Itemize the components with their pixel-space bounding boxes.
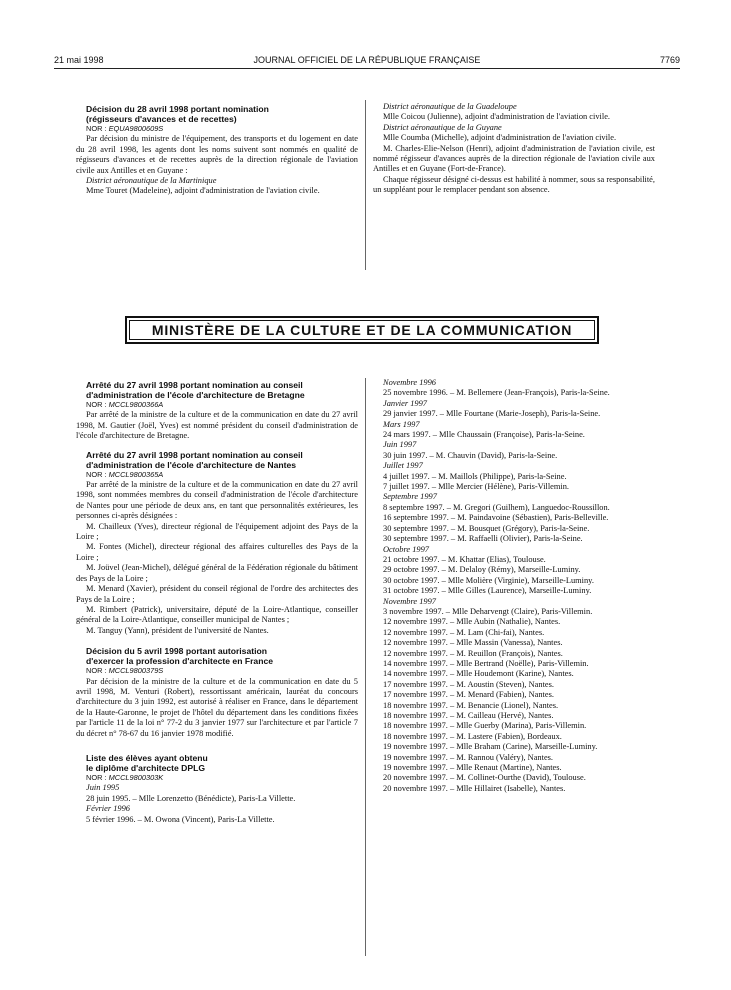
graduate-entry: 30 septembre 1997. – M. Raffaelli (Olivier), Paris-la-Seine. bbox=[383, 534, 583, 544]
arrete-nantes-title-1: Arrêté du 27 avril 1998 portant nomination au conseil bbox=[86, 449, 303, 460]
graduate-entry: 18 novembre 1997. – M. Lastere (Fabien), Bordeaux. bbox=[383, 731, 562, 741]
graduate-entry: 7 juillet 1997. – Mlle Mercier (Hélène), Paris-Villemin. bbox=[383, 482, 570, 492]
member-item: M. Menard (Xavier), président du conseil régional de l'ordre des architectes des Pays de la Loire ; bbox=[76, 584, 358, 604]
member-item: M. Tanguy (Yann), président de l'université de Nantes. bbox=[86, 625, 269, 635]
graduate-entry: 30 octobre 1997. – Mlle Molière (Virginie), Marseille-Luminy. bbox=[383, 575, 594, 585]
member-item: M. Rimbert (Patrick), universitaire, député de la Loire-Atlantique, conseiller général de la Loire-Atlantique, conseiller municipal de Nantes ; bbox=[76, 604, 358, 625]
arrete-nantes-paragraph: Par arrêté de la ministre de la culture et de la communication en date du 27 avril 1998, sont nommées membres du conseil d'administration de l'école d'architecture de Nantes pour une période de deux ans, en tant que personnalités extérieures, les personnes ci-après désignées : bbox=[76, 480, 358, 521]
martinique-paragraph: Mme Touret (Madeleine), adjoint d'administration de l'aviation civile. bbox=[86, 186, 320, 196]
graduate-entry: 24 mars 1997. – Mlle Chaussain (Françoise), Paris-la-Seine. bbox=[383, 430, 585, 440]
month-heading: Novembre 1997 bbox=[383, 596, 436, 606]
month-heading: Juin 1997 bbox=[383, 440, 417, 450]
graduate-entry: 12 novembre 1997. – M. Reuillon (François), Nantes. bbox=[383, 648, 563, 658]
graduate-entry: 12 novembre 1997. – M. Lam (Chi-fai), Nantes. bbox=[383, 627, 545, 637]
graduate-entry: 8 septembre 1997. – M. Gregori (Guilhem), Languedoc-Roussillon. bbox=[383, 502, 610, 512]
graduate-entry: 16 septembre 1997. – M. Paindavoine (Sébastien), Paris-Belleville. bbox=[383, 513, 609, 523]
graduate-entry: 3 novembre 1997. – Mlle Deharvengt (Claire), Paris-Villemin. bbox=[383, 606, 593, 616]
graduate-entry: 31 octobre 1997. – Mlle Gilles (Laurence), Marseille-Luminy. bbox=[383, 586, 592, 596]
month-heading: Novembre 1996 bbox=[383, 378, 436, 387]
district-martinique: District aéronautique de la Martinique bbox=[86, 176, 217, 186]
member-item: M. Chailleux (Yves), directeur régional de l'équipement adjoint des Pays de la Loire ; bbox=[76, 521, 358, 542]
graduate-entry: 20 novembre 1997. – Mlle Hillairet (Isabelle), Nantes. bbox=[383, 783, 566, 793]
graduate-entry: 12 novembre 1997. – Mlle Massin (Vanessa), Nantes. bbox=[383, 638, 563, 648]
graduate-entry: 25 novembre 1996. – M. Bellemere (Jean-François), Paris-la-Seine. bbox=[383, 388, 610, 398]
header-journal-title: JOURNAL OFFICIEL DE LA RÉPUBLIQUE FRANÇAISE bbox=[253, 55, 481, 65]
graduate-entry: 19 novembre 1997. – M. Rannou (Valéry), Nantes. bbox=[383, 752, 554, 762]
decision-venturi-title-2: d'exercer la profession d'architecte en France bbox=[86, 656, 274, 667]
graduate-entry: 17 novembre 1997. – M. Menard (Fabien), Nantes. bbox=[383, 690, 554, 700]
liste-dplg-title-2: le diplôme d'architecte DPLG bbox=[86, 762, 206, 773]
graduate-entry: 21 octobre 1997. – M. Khattar (Elias), Toulouse. bbox=[383, 554, 546, 564]
decision-paragraph: Par décision du ministre de l'équipement, des transports et du logement en date du 28 avril 1998, les agents dont les noms suivent sont nommés en qualité de régisseurs d'avances et de recettes auprès de la direction régionale de l'aviation civile aux Antilles et en Guyane : bbox=[76, 134, 358, 175]
arrete-bretagne-nor: NOR : MCCL9800366A bbox=[86, 400, 164, 409]
month-heading: Juillet 1997 bbox=[383, 461, 423, 471]
graduate-entry: 18 novembre 1997. – M. Benancie (Lionel), Nantes. bbox=[383, 700, 559, 710]
decision-venturi-paragraph: Par décision de la ministre de la culture et de la communication en date du 5 avril 1998, M. Venturi (Robert), ressortissant américain, lauréat du concours d'architecture du 3 juin 1992, est autorisé à réaliser en France, dans le département de la Haute-Garonne, le projet de l'hôtel du département dans les conditions fixées par l'article 11 de la loi n° 77-2 du 3 janvier 1977 sur l'architecture et par l'article 7 du décret n° 78-67 du 16 janvier 1978 modifié. bbox=[76, 676, 358, 738]
arrete-bretagne-paragraph: Par arrêté de la ministre de la culture et de la communication en date du 27 avril 1998, M. Gautier (Joël, Yves) est nommé président du conseil d'administration de l'école d'architecture de Bretagne. bbox=[76, 410, 358, 441]
column-divider-bottom bbox=[365, 378, 366, 956]
graduate-entry: 5 février 1996. – M. Owona (Vincent), Paris-La Villette. bbox=[86, 814, 275, 824]
graduate-entry: 19 novembre 1997. – Mlle Braham (Carine), Marseille-Luminy. bbox=[383, 742, 598, 752]
graduate-entry: 20 novembre 1997. – M. Collinet-Ourthe (David), Toulouse. bbox=[383, 773, 586, 783]
graduate-entry: 19 novembre 1997. – Mlle Renaut (Martine), Nantes. bbox=[383, 763, 562, 773]
culture-left-column bbox=[76, 380, 358, 825]
running-header bbox=[54, 55, 680, 69]
arrete-bretagne-title-2: d'administration de l'école d'architecture de Bretagne bbox=[86, 390, 305, 400]
graduate-entry: 28 juin 1995. – Mlle Lorenzetto (Bénédicte), Paris-La Villette. bbox=[86, 793, 296, 803]
member-item: M. Fontes (Michel), directeur régional des affaires culturelles des Pays de la Loire ; bbox=[76, 542, 358, 562]
decision-venturi-title-1: Décision du 5 avril 1998 portant autorisation bbox=[86, 646, 267, 657]
header-rule bbox=[54, 68, 680, 69]
month-heading: Janvier 1997 bbox=[383, 398, 427, 408]
district-guyane: District aéronautique de la Guyane bbox=[383, 122, 502, 132]
decision-title-line-1: Décision du 28 avril 1998 portant nomination bbox=[86, 104, 269, 114]
column-divider-top bbox=[365, 100, 366, 270]
guyane-paragraph-1: Mlle Coumba (Michelle), adjoint d'administration de l'aviation civile. bbox=[383, 133, 617, 143]
decision-regisseurs bbox=[76, 104, 358, 197]
graduate-entry: 12 novembre 1997. – Mlle Aubin (Nathalie), Nantes. bbox=[383, 617, 561, 627]
decision-nor: NOR : EQUA9800609S bbox=[86, 124, 164, 133]
graduate-entry: 30 septembre 1997. – M. Bousquet (Grégory), Paris-la-Seine. bbox=[383, 523, 590, 533]
decision-venturi-nor: NOR : MCCL9800379S bbox=[86, 666, 164, 676]
graduate-entry: 18 novembre 1997. – M. Cailleau (Hervé), Nantes. bbox=[383, 711, 554, 720]
ministry-banner: MINISTÈRE DE LA CULTURE ET DE LA COMMUNICATION bbox=[125, 316, 599, 344]
decision-regisseurs-continued bbox=[373, 102, 655, 196]
liste-dplg-nor: NOR : MCCL9800303K bbox=[86, 772, 164, 782]
month-heading: Mars 1997 bbox=[383, 419, 420, 429]
arrete-nantes-title-2: d'administration de l'école d'architecture de Nantes bbox=[86, 459, 297, 470]
month-heading: Septembre 1997 bbox=[383, 492, 437, 502]
month-heading: Octobre 1997 bbox=[383, 544, 429, 554]
header-page-number: 7769 bbox=[659, 55, 680, 65]
graduate-entry: 29 octobre 1997. – M. Delaloy (Rémy), Marseille-Luminy. bbox=[383, 565, 581, 575]
graduate-entry: 18 novembre 1997. – Mlle Guerby (Marina), Paris-Villemin. bbox=[383, 721, 587, 731]
decision-title-line-2: (régisseurs d'avances et de recettes) bbox=[86, 114, 237, 124]
graduate-entry: 14 novembre 1997. – Mlle Bertrand (Noëlle), Paris-Villemin. bbox=[383, 658, 589, 668]
month-heading: Juin 1995 bbox=[86, 783, 120, 793]
header-date: 21 mai 1998 bbox=[54, 55, 104, 65]
graduate-entry: 17 novembre 1997. – M. Aoustin (Steven), Nantes. bbox=[383, 679, 554, 689]
arrete-bretagne-title-1: Arrêté du 27 avril 1998 portant nomination au conseil bbox=[86, 380, 303, 390]
guadeloupe-paragraph: Mlle Coicou (Julienne), adjoint d'administration de l'aviation civile. bbox=[383, 112, 611, 122]
month-heading: Février 1996 bbox=[86, 804, 130, 814]
liste-dplg-title-1: Liste des élèves ayant obtenu bbox=[86, 752, 208, 763]
arrete-nantes-nor: NOR : MCCL9800365A bbox=[86, 469, 164, 479]
guyane-paragraph-2: M. Charles-Elie-Nelson (Henri), adjoint d'administration de l'aviation civile, est nommé régisseur d'avances auprès de la direction régionale de l'aviation civile aux Antilles et en Guyane (Fort-de-France). bbox=[373, 143, 655, 174]
graduate-entry: 4 juillet 1997. – M. Maillols (Philippe), Paris-la-Seine. bbox=[383, 471, 567, 481]
member-item: M. Joüvel (Jean-Michel), délégué général de la Fédération régionale du bâtiment des Pays de la Loire ; bbox=[76, 563, 358, 583]
graduate-entry: 29 janvier 1997. – Mlle Fourtane (Marie-Joseph), Paris-la-Seine. bbox=[383, 409, 601, 419]
graduate-entry: 14 novembre 1997. – Mlle Houdemont (Karine), Nantes. bbox=[383, 669, 574, 679]
guyane-paragraph-3: Chaque régisseur désigné ci-dessus est habilité à nommer, sous sa responsabilité, un suppléant pour le remplacer pendant son absence. bbox=[373, 174, 655, 195]
graduate-entry: 30 juin 1997. – M. Chauvin (David), Paris-la-Seine. bbox=[383, 450, 558, 460]
district-guadeloupe: District aéronautique de la Guadeloupe bbox=[383, 102, 517, 111]
graduates-right-column bbox=[373, 378, 658, 794]
